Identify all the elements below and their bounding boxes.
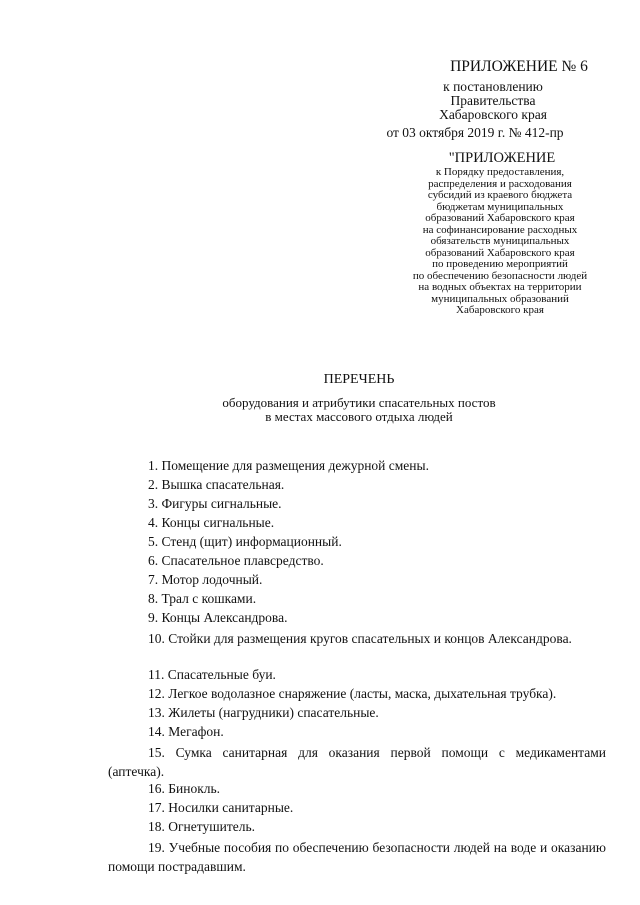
list-item: 15. Сумка санитарная для оказания первой помощи с медикаментами (аптечка). — [108, 745, 606, 779]
document-subtitle: в местах массового отдыха людей — [265, 409, 453, 424]
list-item: 11. Спасательные буи. — [148, 667, 276, 682]
list-item: 13. Жилеты (нагрудники) спасательные. — [148, 705, 379, 720]
inner-appendix-title: "ПРИЛОЖЕНИЕ — [448, 150, 556, 166]
appendix-line: Хабаровского края — [439, 107, 547, 122]
list-item: 3. Фигуры сигнальные. — [148, 496, 282, 511]
document-subtitle: оборудования и атрибутики спасательных постов — [222, 395, 496, 410]
document-title: ПЕРЕЧЕНЬ — [323, 372, 395, 387]
list-item: 17. Носилки санитарные. — [148, 800, 294, 815]
list-item: 14. Мегафон. — [148, 724, 224, 739]
appendix-date-line: от 03 октября 2019 г. № 412-пр — [386, 125, 564, 140]
inner-appendix-line: по обеспечению безопасности людей — [412, 269, 588, 282]
inner-appendix-line: распределения и расходования — [428, 177, 572, 190]
list-item: 4. Концы сигнальные. — [148, 515, 275, 530]
inner-appendix-line: субсидий из краевого бюджета — [427, 189, 573, 201]
list-item: 7. Мотор лодочный. — [148, 572, 263, 587]
appendix-line: к постановлению — [443, 79, 543, 94]
inner-appendix-line: муниципальных образований — [431, 292, 569, 305]
appendix-title: ПРИЛОЖЕНИЕ № 6 — [450, 58, 588, 75]
list-item: 1. Помещение для размещения дежурной смены. — [148, 458, 429, 473]
list-item: 19. Учебные пособия по обеспечению безопасности людей на воде и оказанию помощи пострадавшим. — [108, 840, 606, 874]
inner-appendix-line: на софинансирование расходных — [422, 223, 578, 236]
list-item: 16. Бинокль. — [148, 781, 221, 796]
inner-appendix-line: обязательств муниципальных — [430, 235, 570, 247]
list-item: 6. Спасательное плавсредство. — [148, 553, 324, 568]
list-item: 18. Огнетушитель. — [148, 819, 256, 834]
inner-appendix-line: к Порядку предоставления, — [435, 166, 565, 178]
list-item: 2. Вышка спасательная. — [148, 477, 285, 492]
inner-appendix-line: по проведению мероприятий — [432, 258, 568, 270]
inner-appendix-line: на водных объектах на территории — [418, 281, 582, 293]
inner-appendix-line: образований Хабаровского края — [425, 212, 575, 224]
list-item: 12. Легкое водолазное снаряжение (ласты, маска, дыхательная трубка). — [148, 686, 557, 701]
inner-appendix-line: образований Хабаровского края — [425, 246, 575, 259]
inner-appendix-line: Хабаровского края — [456, 304, 544, 316]
list-item: 5. Стенд (щит) информационный. — [148, 534, 342, 549]
inner-appendix-line: бюджетам муниципальных — [436, 200, 564, 213]
appendix-line: Правительства — [450, 93, 536, 108]
list-item: 8. Трал с кошками. — [148, 591, 257, 606]
list-item: 10. Стойки для размещения кругов спасательных и концов Александрова. — [148, 631, 572, 646]
list-item: 9. Концы Александрова. — [148, 610, 288, 625]
